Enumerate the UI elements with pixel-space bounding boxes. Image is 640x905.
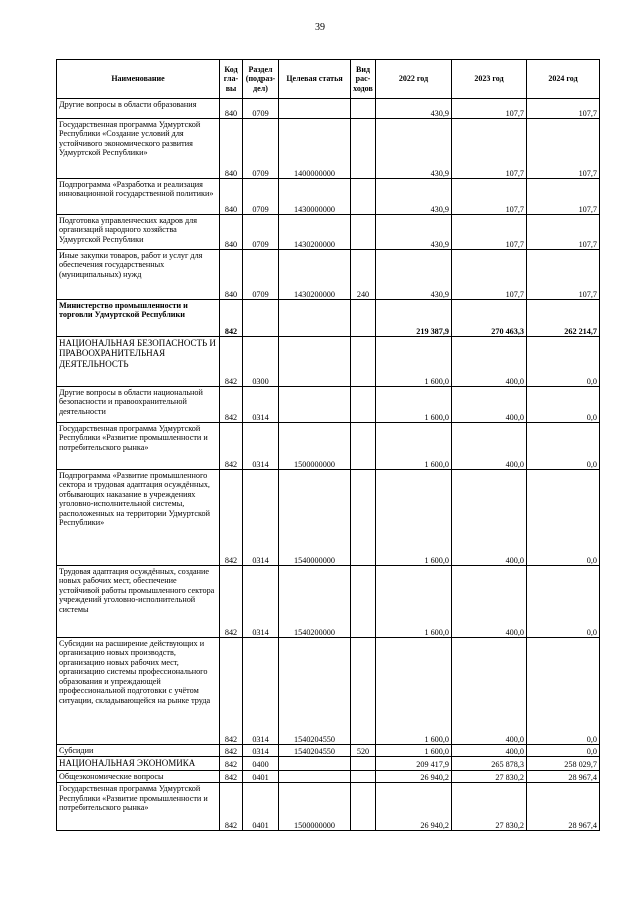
row-name: Другие вопросы в области национальной безопасности и правоохранительной деятельности [57,387,220,423]
row-code: 842 [220,300,243,337]
row-value-2022: 1 600,0 [376,423,452,470]
header-2022: 2022 год [376,60,452,99]
table-row [57,757,600,770]
row-value-2022: 430,9 [376,119,452,179]
row-value-2022: 209 417,9 [376,757,452,770]
row-section [243,300,279,337]
row-section: 0709 [243,99,279,119]
row-value-2022: 219 387,9 [376,300,452,337]
page-number: 39 [315,22,325,33]
row-kind [351,757,376,770]
header-kind: Вид рас- ходов [351,60,376,99]
row-value-2022: 430,9 [376,215,452,250]
header-2024: 2024 год [527,60,600,99]
row-value-2023: 107,7 [452,99,527,119]
row-value-2022: 430,9 [376,179,452,215]
row-name: Трудовая адаптация осуждённых, создание новых рабочих мест, обеспечение устойчивой работы промышленного сектора учреждений уголовно-исполнительной системы [57,566,220,638]
row-value-2023: 400,0 [452,423,527,470]
row-value-2023: 270 463,3 [452,300,527,337]
row-name: Подпрограмма «Разработка и реализация инновационной государственной политики» [57,179,220,215]
row-name: Подготовка управленческих кадров для организаций народного хозяйства Удмуртской Республики [57,215,220,250]
row-code: 840 [220,250,243,300]
row-target [279,337,351,387]
row-value-2022: 430,9 [376,99,452,119]
row-name: Государственная программа Удмуртской Республики «Создание условий для устойчивого экономического развития Удмуртской Республики» [57,119,220,179]
row-name: Подпрограмма «Развитие промышленного сектора и трудовая адаптация осуждённых, отбывающих наказание в учреждениях уголовно-исполнительной системы, расположенных на территории Удмуртской Республики» [57,470,220,566]
row-name: Субсидии [57,745,220,757]
table-row [57,387,600,423]
row-value-2024: 107,7 [527,99,600,119]
row-name: НАЦИОНАЛЬНАЯ ЭКОНОМИКА [57,757,220,770]
row-value-2024: 262 214,7 [527,300,600,337]
row-kind: 520 [351,745,376,757]
row-value-2023: 400,0 [452,745,527,757]
row-kind [351,423,376,470]
row-section: 0400 [243,757,279,770]
row-target: 1430200000 [279,250,351,300]
row-section: 0709 [243,250,279,300]
row-name: Субсидии на расширение действующих и организацию новых производств, организацию новых рабочих мест, организацию системы профессионального образования и упреждающей профессиональной подготовки с учётом ситуации, складывающейся на рынке труда [57,638,220,745]
row-value-2023: 265 878,3 [452,757,527,770]
header-section: Раздел (подраз- дел) [243,60,279,99]
row-value-2024: 107,7 [527,215,600,250]
row-section: 0314 [243,387,279,423]
row-value-2023: 27 830,2 [452,770,527,782]
row-section: 0314 [243,470,279,566]
row-code: 842 [220,387,243,423]
row-kind: 240 [351,250,376,300]
row-code: 840 [220,179,243,215]
table-row [57,250,600,300]
row-kind [351,387,376,423]
row-target: 1540204550 [279,745,351,757]
row-code: 842 [220,770,243,782]
row-kind [351,119,376,179]
row-section: 0314 [243,745,279,757]
row-value-2023: 107,7 [452,119,527,179]
row-value-2022: 26 940,2 [376,783,452,831]
row-value-2024: 0,0 [527,566,600,638]
row-target: 1540204550 [279,638,351,745]
table-row [57,337,600,387]
table-row [57,99,600,119]
table-row [57,215,600,250]
row-value-2024: 107,7 [527,250,600,300]
row-code: 842 [220,566,243,638]
table-row [57,566,600,638]
header-2023: 2023 год [452,60,527,99]
row-section: 0401 [243,770,279,782]
row-kind [351,179,376,215]
row-name: Государственная программа Удмуртской Республики «Развитие промышленности и потребительского рынка» [57,423,220,470]
row-value-2024: 107,7 [527,119,600,179]
row-kind [351,770,376,782]
row-value-2023: 27 830,2 [452,783,527,831]
row-target [279,757,351,770]
header-target: Целевая статья [279,60,351,99]
budget-table [56,59,600,831]
row-value-2024: 0,0 [527,387,600,423]
table-row [57,119,600,179]
row-name: Иные закупки товаров, работ и услуг для обеспечения государственных (муниципальных) нужд [57,250,220,300]
row-kind [351,99,376,119]
row-name: НАЦИОНАЛЬНАЯ БЕЗОПАСНОСТЬ И ПРАВООХРАНИТЕЛЬНАЯ ДЕЯТЕЛЬНОСТЬ [57,337,220,387]
row-value-2024: 0,0 [527,337,600,387]
header-name: Наименование [57,60,220,99]
row-name: Общеэкономические вопросы [57,770,220,782]
row-kind [351,337,376,387]
row-kind [351,470,376,566]
row-section: 0314 [243,566,279,638]
row-name: Министерство промышленности и торговли Удмуртской Республики [57,300,220,337]
row-section: 0401 [243,783,279,831]
table-row [57,745,600,757]
row-code: 842 [220,757,243,770]
row-target: 1500000000 [279,423,351,470]
row-value-2022: 1 600,0 [376,337,452,387]
table-row [57,783,600,831]
table-row [57,300,600,337]
row-value-2022: 1 600,0 [376,387,452,423]
row-target [279,300,351,337]
row-value-2023: 400,0 [452,638,527,745]
row-section: 0709 [243,119,279,179]
row-value-2023: 400,0 [452,337,527,387]
row-target: 1430200000 [279,215,351,250]
row-target: 1540200000 [279,566,351,638]
row-name: Государственная программа Удмуртской Республики «Развитие промышленности и потребительского рынка» [57,783,220,831]
row-value-2022: 1 600,0 [376,745,452,757]
table-header-row [57,60,600,99]
row-value-2024: 107,7 [527,179,600,215]
row-code: 842 [220,638,243,745]
row-kind [351,300,376,337]
row-value-2024: 0,0 [527,470,600,566]
row-value-2022: 1 600,0 [376,638,452,745]
row-value-2023: 107,7 [452,179,527,215]
row-code: 842 [220,745,243,757]
row-code: 842 [220,423,243,470]
table-row [57,179,600,215]
row-kind [351,783,376,831]
table-row [57,770,600,782]
row-target [279,99,351,119]
row-kind [351,638,376,745]
row-target: 1540000000 [279,470,351,566]
row-value-2022: 1 600,0 [376,566,452,638]
row-value-2023: 400,0 [452,566,527,638]
row-section: 0314 [243,423,279,470]
row-target [279,770,351,782]
row-name: Другие вопросы в области образования [57,99,220,119]
row-value-2024: 28 967,4 [527,770,600,782]
row-value-2024: 0,0 [527,745,600,757]
row-section: 0709 [243,179,279,215]
table-row [57,470,600,566]
row-value-2022: 430,9 [376,250,452,300]
row-value-2024: 28 967,4 [527,783,600,831]
row-kind [351,566,376,638]
row-section: 0300 [243,337,279,387]
row-code: 842 [220,470,243,566]
row-value-2024: 0,0 [527,638,600,745]
row-code: 840 [220,119,243,179]
row-value-2023: 400,0 [452,470,527,566]
header-code: Код гла- вы [220,60,243,99]
row-kind [351,215,376,250]
row-code: 842 [220,337,243,387]
row-value-2022: 1 600,0 [376,470,452,566]
row-code: 842 [220,783,243,831]
row-target: 1400000000 [279,119,351,179]
row-section: 0709 [243,215,279,250]
row-value-2023: 107,7 [452,215,527,250]
table-row [57,423,600,470]
row-value-2024: 258 029,7 [527,757,600,770]
row-target: 1430000000 [279,179,351,215]
row-section: 0314 [243,638,279,745]
row-code: 840 [220,215,243,250]
row-target [279,387,351,423]
row-code: 840 [220,99,243,119]
row-value-2022: 26 940,2 [376,770,452,782]
row-value-2023: 400,0 [452,387,527,423]
row-value-2024: 0,0 [527,423,600,470]
row-value-2023: 107,7 [452,250,527,300]
table-row [57,638,600,745]
table-body [57,99,600,831]
row-target: 1500000000 [279,783,351,831]
